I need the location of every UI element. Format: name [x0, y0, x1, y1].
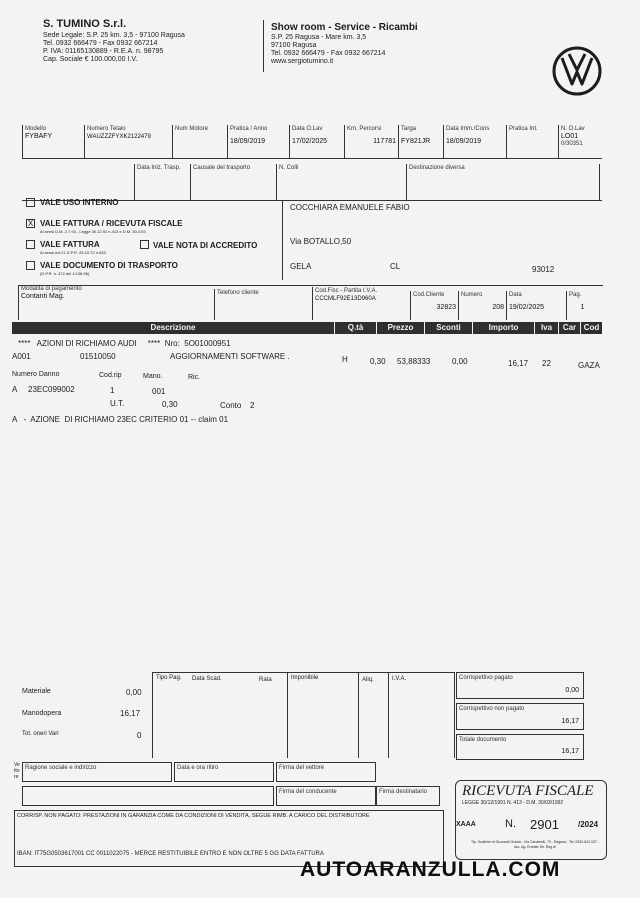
conto-value: 2: [250, 401, 255, 410]
manodopera-value: 16,17: [120, 709, 141, 718]
checkbox-nota-credito[interactable]: [140, 240, 149, 249]
item-desc: AGGIORNAMENTI SOFTWARE .: [170, 352, 290, 361]
ricevuta-number: 2901: [530, 817, 559, 832]
danno-number: 23EC099002: [28, 385, 75, 394]
col-sconti: Sconti: [424, 322, 472, 334]
label-fattura: VALE FATTURA: [40, 240, 100, 249]
codrip-value: 1: [110, 386, 115, 395]
col-iva: Iva: [534, 322, 558, 334]
ric-label: Ric.: [188, 374, 201, 381]
checkbox-ddt[interactable]: [26, 261, 35, 270]
showroom-title: Show room - Service - Ricambi: [271, 22, 418, 33]
ricevuta-n-label: N.: [505, 818, 516, 830]
imponibile-label: Imponibile: [291, 675, 319, 681]
item-type: H: [342, 355, 348, 364]
field-data: Data 19/02/2025: [506, 291, 562, 320]
iban-note: IBAN: IT75G0503617001 CC 0011022075 - MERCE RESTITUIBILE ENTRO E NON OLTRE 5 GG DATA FATTURA: [17, 851, 324, 857]
table-header: [12, 322, 602, 334]
label-nota-credito: VALE NOTA DI ACCREDITO: [153, 241, 258, 250]
box-vettore-extra: [22, 786, 274, 806]
field-data-iniz: Data Iniz. Trasp.: [134, 164, 190, 200]
box-firma-conducente: Firma del conducente: [276, 786, 376, 806]
showroom-address: S.P. 25 Ragusa - Mare km. 3,5 97100 Ragusa Tel. 0932 666479 - Fax 0932 667214 www.sergiotumino.it: [271, 34, 386, 65]
note-fattura: Ai sensi Art.21 D.P.R. 26.10.72 n.633: [40, 250, 106, 255]
materiale-value: 0,00: [126, 688, 142, 697]
customer-name: COCCHIARA EMANUELE FABIO: [290, 203, 410, 212]
ricevuta-legge: LEGGE 30/12/1991 N. 413 - D.M. 30/03/1992: [462, 800, 564, 806]
checkbox-uso-interno[interactable]: [26, 198, 35, 207]
item-code: A001: [12, 352, 31, 361]
field-motore: Num Motore: [172, 125, 227, 158]
item-price: 53,88333: [397, 357, 431, 366]
box-ragione: Ragione sociale e indirizzo: [22, 762, 172, 782]
ricevuta-year: /2024: [578, 820, 599, 829]
box-pagato: Corrispettivo pagato 0,00: [456, 672, 584, 699]
field-telaio: Numero Telaio WAUZZZFYXK2122479: [84, 125, 172, 158]
checkbox-fattura[interactable]: [26, 240, 35, 249]
oneri-label: Tot. oneri Vari: [22, 731, 59, 737]
field-data-imm: Data Imm./Cons 18/09/2019: [443, 125, 506, 158]
iva-total-label: I.V.A.: [392, 676, 407, 682]
customer-province: CL: [390, 262, 401, 271]
item-qty: 0,30: [370, 357, 386, 366]
col-prezzo: Prezzo: [376, 322, 424, 334]
label-fattura-ricevuta: VALE FATTURA / RICEVUTA FISCALE: [40, 219, 183, 228]
watermark: AUTOARANZULLA.COM: [300, 858, 561, 881]
field-modello: Modello FYBAFY: [22, 125, 84, 158]
box-totale: Totale documento 16,17: [456, 734, 584, 760]
label-ddt: VALE DOCUMENTO DI TRASPORTO: [40, 261, 178, 270]
vehicle-row: [22, 125, 600, 158]
field-km: Km. Percorsi 117781: [344, 125, 398, 158]
ut-label: U.T.: [110, 399, 125, 408]
field-telefono: Telefono cliente: [214, 289, 312, 320]
checkbox-fattura-ricevuta[interactable]: X: [27, 219, 34, 228]
col-descrizione: Descrizione: [150, 323, 196, 332]
note-ddt: (D.P.R. n. 472 del 14.08.96): [40, 271, 90, 276]
item-ref: 01510050: [80, 352, 116, 361]
field-destinazione: Destinazione diversa: [406, 164, 600, 200]
azione-line: A - AZIONE DI RICHIAMO 23EC CRITERIO 01 -- claim 01: [12, 415, 229, 424]
vw-logo: [549, 46, 605, 96]
item-iva: 22: [542, 359, 551, 368]
tipo-pag-label: Tipo Pag.: [156, 675, 182, 681]
customer-city: GELA: [290, 262, 312, 271]
item-discount: 0,00: [452, 357, 468, 366]
mano-value: 001: [152, 387, 166, 396]
ricevuta-series: XAAA: [456, 821, 476, 828]
field-targa: Targa FY821JR: [398, 125, 443, 158]
data-scad-label: Data Scad.: [192, 676, 222, 682]
field-codcliente: Cod.Cliente 32823: [410, 291, 458, 320]
aliq-label: Aliq.: [362, 677, 374, 683]
codrip-label: Cod.rip: [99, 372, 122, 379]
item-amount: 16,17: [508, 359, 529, 368]
manodopera-label: Manodopera: [22, 710, 62, 717]
recall-line: **** AZIONI DI RICHIAMO AUDI **** Nro: 5O01000951: [18, 339, 231, 348]
col-qta: Q.tà: [334, 322, 376, 334]
danno-prefix: A: [12, 385, 18, 394]
field-pratica: Pratica / Anno 18/09/2019: [227, 125, 289, 158]
field-modalita: Modalità di pagamento Contanti Mag.: [18, 285, 214, 320]
item-cod: GAZA: [578, 361, 600, 370]
field-data-olav: Data O.Lav 17/02/2025: [289, 125, 344, 158]
mano-label: Mano.: [143, 373, 163, 380]
field-pratica-int: Pratica Int.: [506, 125, 558, 158]
field-codfisc: Cod.Fisc - Partita I.V.A. CCCMLF92E13D960A: [312, 287, 410, 320]
box-non-pagato: Corrispettivo non pagato 16,17: [456, 703, 584, 730]
oneri-value: 0: [137, 731, 142, 740]
ut-value: 0,30: [162, 400, 178, 409]
customer-cap: 93012: [532, 265, 555, 274]
box-ritiro: Data e ora ritiro: [174, 762, 274, 782]
conto-label: Conto: [220, 401, 242, 410]
vettore-side-label: Vettore: [14, 762, 20, 780]
tipografia-note: Tip. Grafiche di Guzzardi Grazia - Via Cardarelli, 79 - Ragusa - Tel. 0932.624.037 - Aut. Ag. Entrate Dir. Reg.le: [471, 840, 599, 849]
danno-label: Numero Danno: [12, 371, 60, 378]
box-firma-vettore: Firma del vettore: [276, 762, 376, 782]
col-car: Car: [558, 322, 580, 334]
company-name: S. TUMINO S.r.l.: [43, 18, 127, 30]
field-causale: Causale del trasporto: [190, 164, 276, 200]
corrisp-note: CORRISP. NON PAGATO: PRESTAZIONI IN GARANZIA COME DA CONDIZIONI DI VENDITA, SEGUE RIMB. A CARICO DEL DISTRIBUTORE: [17, 813, 370, 819]
field-colli: N. Colli: [276, 164, 406, 200]
payment-row: [18, 285, 603, 320]
col-importo: Importo: [472, 322, 534, 334]
field-pag: Pag. 1: [566, 291, 598, 320]
header-divider: [263, 20, 264, 72]
materiale-label: Materiale: [22, 688, 51, 695]
rata-label: Rata: [259, 677, 272, 683]
col-cod: Cod: [580, 322, 602, 334]
box-firma-dest: Firma destinatario: [376, 786, 440, 806]
label-uso-interno: VALE USO INTERNO: [40, 198, 119, 207]
field-numero: Numero 208: [458, 291, 506, 320]
field-nolav: N. O.Lav LO01 0/30351: [558, 125, 600, 158]
ricevuta-title: RICEVUTA FISCALE: [462, 783, 594, 799]
transport-row: [22, 164, 600, 200]
customer-address: Via BOTALLO,50: [290, 237, 352, 246]
company-address: Sede Legale: S.P. 25 km. 3,5 - 97100 Ragusa Tel. 0932 666479 - Fax 0932 667214 P. IVA: 01165130889 - R.E.A. n. 98795 Cap. Sociale € 100.000,00 I.V.: [43, 32, 185, 63]
note-fattura-ricevuta: Ai sensi D.M. 2.7.93 - Legge 30.12.91 n.413 e D.M. 30.3.93: [40, 229, 146, 234]
